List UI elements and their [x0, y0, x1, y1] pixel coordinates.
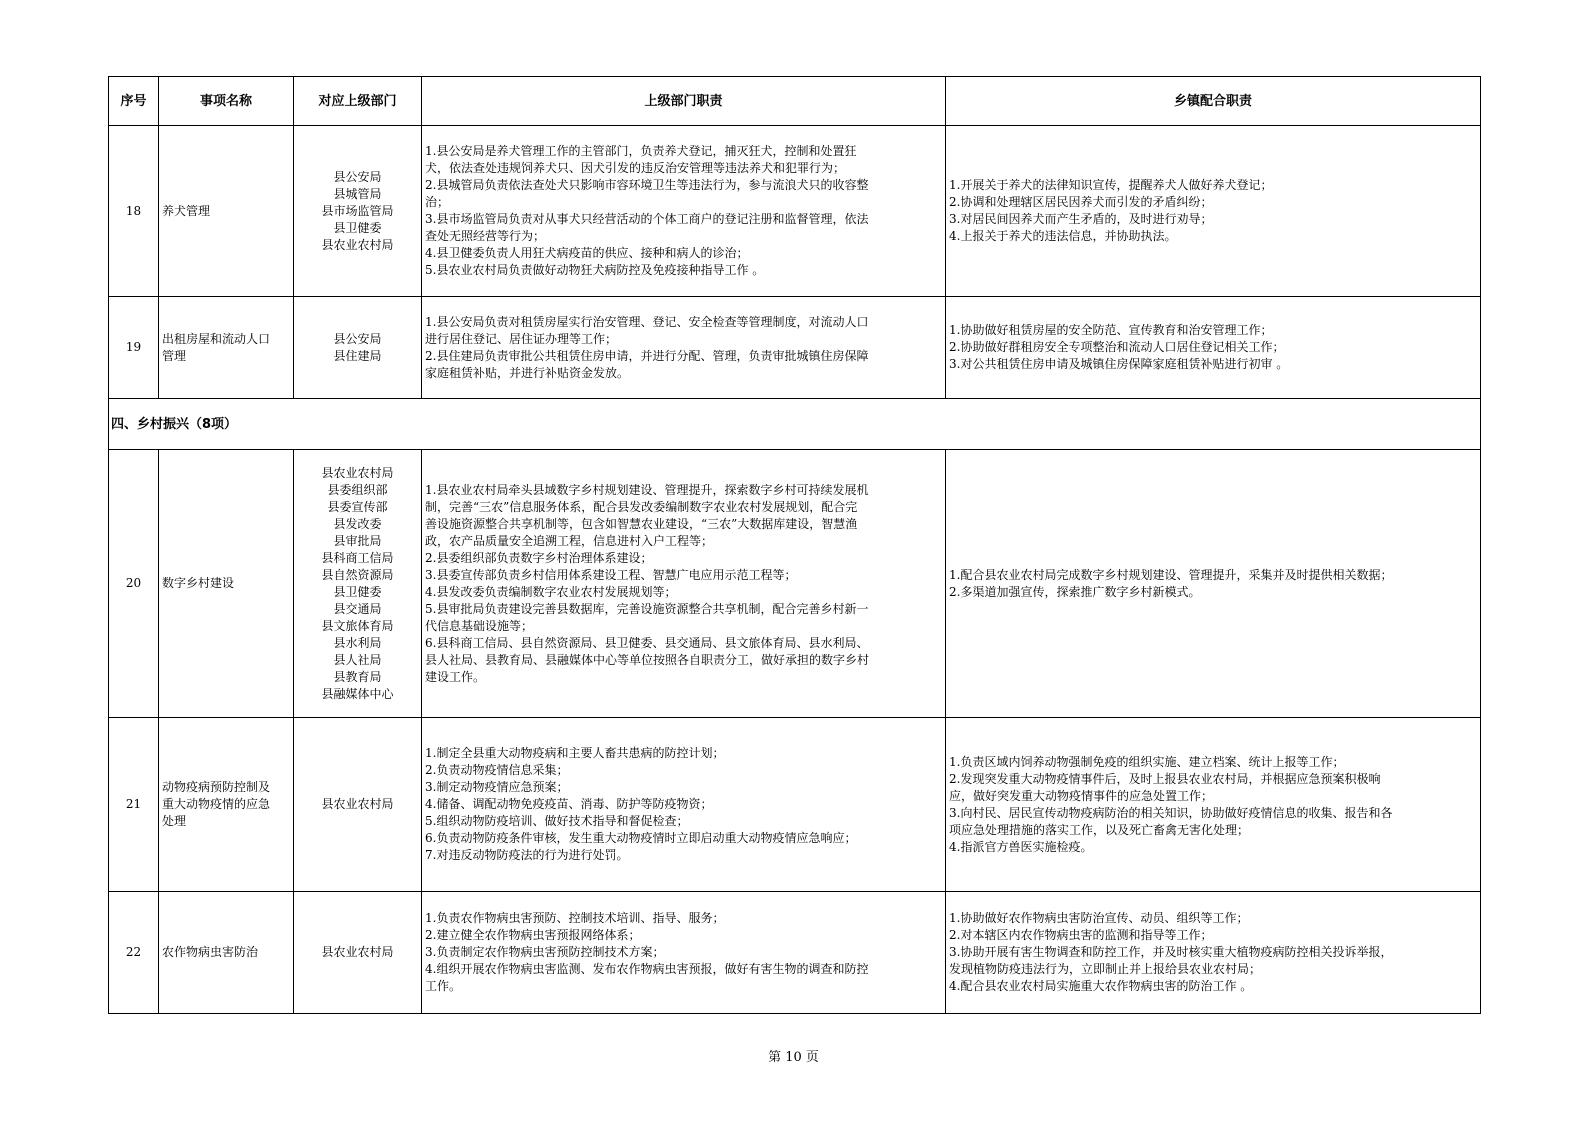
item-name-line: 处理 [162, 814, 187, 828]
header-name: 事项名称 [159, 77, 294, 126]
upper-duties [422, 297, 946, 399]
duty-line: 1.县公安局是养犬管理工作的主管部门，负责养犬登记，捕灭狂犬，控制和处置狂 [425, 144, 857, 158]
duty-line: 5.组织动物防疫培训、做好技术指导和督促检查； [425, 814, 689, 828]
duty-line: 2.县城管局负责依法查处犬只影响市容环境卫生等违法行为，参与流浪犬只的收容整 [425, 178, 869, 192]
header-town: 乡镇配合职责 [946, 77, 1481, 126]
dept-item: 县公安局 [333, 331, 382, 346]
town-duties [946, 892, 1481, 1014]
dept-item: 县融媒体中心 [321, 686, 394, 701]
duty-line: 2.负责动物疫情信息采集； [425, 763, 569, 777]
duty-line: 1.县农业农村局牵头县域数字乡村规划建设、管理提升，探索数字乡村可持续发展机 [425, 482, 869, 497]
dept-item: 县市场监管局 [321, 203, 394, 218]
duty-line: 2.发现突发重大动物疫情事件后，及时上报县农业农村局，并根据应急预案积极响 [949, 771, 1381, 786]
duty-line: 3.协助开展有害生物调查和防控工作，并及时核实重大植物疫病防控相关投诉举报， [949, 945, 1393, 959]
duty-line: 发现植物防疫违法行为，立即制止并上报给县农业农村局； [949, 962, 1262, 976]
page-number: 第 10 页 [768, 1050, 819, 1065]
duty-line: 应，做好突发重大动物疫情事件的应急处置工作； [949, 788, 1214, 803]
town-duties [946, 126, 1481, 297]
dept-item: 县住建局 [333, 348, 382, 363]
row-number: 21 [109, 718, 159, 892]
item-name [159, 718, 294, 892]
duty-line: 政，农产品质量安全追溯工程，信息进村入户工程等； [425, 533, 714, 548]
duty-line: 1.开展关于养犬的法律知识宣传，提醒养犬人做好养犬登记； [949, 178, 1273, 192]
header-row [109, 77, 1481, 126]
duty-line: 2.县委组织部负责数字乡村治理体系建设； [425, 550, 653, 565]
duty-line: 代信息基础设施等； [425, 618, 534, 633]
duty-line: 建设工作。 [425, 669, 486, 684]
dept-item: 县农业农村局 [321, 945, 394, 959]
duty-line: 2.县住建局负责审批公共租赁住房申请，并进行分配、管理，负责审批城镇住房保障 [425, 348, 869, 363]
dept-item: 县公安局 [333, 169, 382, 184]
duty-line: 家庭租赁补贴，并进行补贴资金发放。 [425, 365, 630, 380]
row-number: 19 [109, 297, 159, 399]
upper-duties [422, 892, 946, 1014]
item-name-line: 动物疫病预防控制及 [162, 780, 271, 794]
duty-line: 4.县卫健委负责人用狂犬病疫苗的供应、接种和病人的诊治； [425, 246, 749, 260]
town-duties [946, 297, 1481, 399]
duty-line: 5.县审批局负责建设完善县数据库，完善设施资源整合共享机制，配合完善乡村新一 [425, 601, 869, 616]
item-name-line: 管理 [162, 348, 187, 363]
dept-item: 县城管局 [333, 186, 382, 201]
row-number: 18 [109, 126, 159, 297]
dept-list [294, 718, 422, 892]
item-name-line: 重大动物疫情的应急 [162, 797, 271, 811]
duty-line: 2.建立健全农作物病虫害预报网络体系； [425, 928, 641, 942]
duty-line: 7.对违反动物防疫法的行为进行处罚。 [425, 848, 629, 862]
duty-line: 2.对本辖区内农作物病虫害的监测和指导等工作； [949, 928, 1213, 942]
upper-duties [422, 126, 946, 297]
item-name-line: 出租房屋和流动人口 [162, 331, 271, 346]
duty-line: 3.县委宣传部负责乡村信用体系建设工程、智慧广电应用示范工程等； [425, 567, 797, 582]
dept-item: 县教育局 [333, 669, 382, 684]
duty-line: 善设施资源整合共享机制等，包含如智慧农业建设，“三农”大数据库建设，智慧渔 [425, 516, 858, 531]
duty-line: 4.上报关于养犬的违法信息，并协助执法。 [949, 229, 1177, 243]
dept-item: 县发改委 [333, 516, 382, 531]
duty-line: 治； [425, 195, 450, 209]
duty-line: 1.协助做好租赁房屋的安全防范、宣传教育和治安管理工作； [949, 323, 1273, 337]
dept-item: 县委组织部 [327, 482, 388, 497]
dept-list [294, 297, 422, 399]
duty-line: 3.对居民间因养犬而产生矛盾的，及时进行劝导； [949, 212, 1213, 226]
upper-duties [422, 718, 946, 892]
table-row [109, 718, 1481, 892]
dept-item: 县文旅体育局 [321, 618, 394, 633]
dept-item: 县科商工信局 [321, 550, 394, 565]
table-row [109, 297, 1481, 399]
duty-line: 4.配合县农业农村局实施重大农作物病虫害的防治工作 。 [949, 979, 1253, 993]
duty-line: 2.协助做好群租房安全专项整治和流动人口居住登记相关工作； [949, 340, 1285, 354]
dept-item: 县交通局 [333, 601, 382, 616]
header-dept: 对应上级部门 [294, 77, 422, 126]
duty-line: 工作。 [425, 979, 462, 993]
duty-line: 项应急处理措施的落实工作，以及死亡畜禽无害化处理； [949, 822, 1250, 837]
dept-item: 县委宣传部 [327, 499, 388, 514]
item-name [159, 450, 294, 718]
duty-line: 5.县农业农村局负责做好动物狂犬病防控及免疫接种指导工作 。 [425, 263, 765, 277]
item-name [159, 297, 294, 399]
duty-line: 2.协调和处理辖区居民因养犬而引发的矛盾纠纷； [949, 195, 1213, 209]
dept-item: 县农业农村局 [321, 237, 394, 252]
row-number: 20 [109, 450, 159, 718]
dept-list [294, 892, 422, 1014]
duty-line: 6.县科商工信局、县自然资源局、县卫健委、县交通局、县文旅体育局、县水利局、 [425, 635, 869, 650]
duty-line: 1.制定全县重大动物疫病和主要人畜共患病的防控计划； [425, 746, 725, 760]
dept-item: 县卫健委 [333, 584, 382, 599]
duty-line: 县人社局、县教育局、县融媒体中心等单位按照各自职责分工，做好承担的数字乡村 [425, 652, 870, 667]
dept-item: 县水利局 [333, 635, 382, 650]
item-name [159, 126, 294, 297]
section-title: 四、乡村振兴（8项） [109, 399, 1481, 450]
duty-line: 2.多渠道加强宣传，探索推广数字乡村新模式。 [949, 584, 1201, 599]
duty-line: 1.协助做好农作物病虫害防治宣传、动员、组织等工作； [949, 911, 1249, 925]
dept-item: 县审批局 [333, 533, 382, 548]
duty-line: 4.储备、调配动物免疫疫苗、消毒、防护等防疫物资； [425, 797, 713, 811]
town-duties [946, 718, 1481, 892]
duty-line: 3.对公共租赁住房申请及城镇住房保障家庭租赁补贴进行初审 。 [949, 357, 1289, 371]
duty-line: 4.指派官方兽医实施检疫。 [949, 839, 1093, 854]
item-name-line: 农作物病虫害防治 [162, 945, 259, 959]
duty-line: 6.负责动物防疫条件审核，发生重大动物疫情时立即启动重大动物疫情应急响应； [425, 831, 857, 845]
dept-item: 县人社局 [333, 652, 382, 667]
dept-item: 县农业农村局 [321, 797, 394, 811]
duty-line: 1.县公安局负责对租赁房屋实行治安管理、登记、安全检查等管理制度，对流动人口 [425, 314, 869, 329]
dept-item: 县自然资源局 [321, 567, 394, 582]
duty-line: 3.制定动物疫情应急预案； [425, 780, 569, 794]
duty-line: 1.配合县农业农村局完成数字乡村规划建设、管理提升，采集并及时提供相关数据； [949, 567, 1393, 582]
duty-table [108, 76, 1481, 1014]
header-no: 序号 [109, 77, 159, 126]
section-row [109, 399, 1481, 450]
town-duties [946, 450, 1481, 718]
table-row [109, 892, 1481, 1014]
dept-list [294, 450, 422, 718]
duty-line: 制，完善“三农”信息服务体系，配合县发改委编制数字农业农村发展规划，配合完 [425, 499, 858, 514]
duty-line: 犬，依法查处违规饲养犬只、因犬引发的违反治安管理等违法养犬和犯罪行为； [425, 161, 846, 175]
duty-line: 3.向村民、居民宣传动物疫病防治的相关知识，协助做好疫情信息的收集、报告和各 [949, 805, 1393, 820]
dept-item: 县卫健委 [333, 220, 382, 235]
duty-line: 查处无照经营等行为； [425, 229, 546, 243]
dept-item: 县农业农村局 [321, 465, 394, 480]
table-row [109, 126, 1481, 297]
duty-line: 4.组织开展农作物病虫害监测、发布农作物病虫害预报，做好有害生物的调查和防控 [425, 962, 869, 976]
item-name-line: 数字乡村建设 [162, 576, 235, 590]
duty-line: 4.县发改委负责编制数字农业农村发展规划等； [425, 584, 677, 599]
dept-list [294, 126, 422, 297]
duty-line: 3.县市场监管局负责对从事犬只经营活动的个体工商户的登记注册和监督管理，依法 [425, 212, 869, 226]
duty-line: 1.负责区域内饲养动物强制免疫的组织实施、建立档案、统计上报等工作； [949, 754, 1345, 769]
upper-duties [422, 450, 946, 718]
item-name [159, 892, 294, 1014]
row-number: 22 [109, 892, 159, 1014]
duty-line: 进行居住登记、居住证办理等工作； [425, 331, 618, 346]
duty-line: 3.负责制定农作物病虫害预防控制技术方案； [425, 945, 665, 959]
header-upper: 上级部门职责 [422, 77, 946, 126]
duty-line: 1.负责农作物病虫害预防、控制技术培训、指导、服务； [425, 911, 725, 925]
item-name-line: 养犬管理 [162, 203, 211, 218]
table-row [109, 450, 1481, 718]
